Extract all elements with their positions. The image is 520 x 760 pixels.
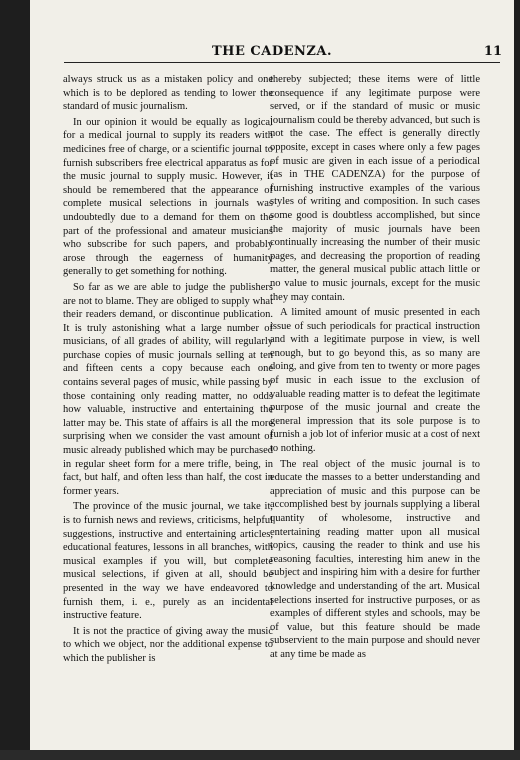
paragraph: The province of the music journal, we take it, is to furnish news and reviews, criticisms, helpful suggestions, instructive and entertaining articles, educational features, lessons in all branches, with musical examples if you will, but complete musical selections, if given at all, should be presented in the way we have endeavored to furnish them, i. e., purely as an incidental instructive feature. [63,501,273,622]
running-header [30,44,514,64]
header-rule [64,62,500,63]
paragraph: It is not the practice of giving away the music to which we object, nor the additional expense to which the publisher is [63,625,273,664]
left-column [63,73,273,666]
right-column [270,73,480,662]
paragraph: always struck us as a mistaken policy and one which is to be deplored as tending to lower the standard of music journalism. [63,74,273,113]
paragraph: The real object of the music journal is to educate the masses to a better understanding and appreciation of music and this purpose can be accomplished best by journals supplying a liberal quantity of wholesome, instructive and entertaining reading matter upon all musical topics, causing the reader to think and use his reasoning faculties, interesting him anew in the subject and inspiring him with a desire for further knowledge and understanding of the art. Musical selections inserted for instructive purposes, or as examples of different styles and schools, may be of value, but this feature should be made subservient to the main purpose and should never at any time be made as [270,458,480,660]
scan-border [0,750,520,760]
paragraph: thereby subjected; these items were of little consequence if any legitimate purpose were served, or if the standard of music or music journalism could be thereby advanced, but such is not the case. The effect is generally directly opposite, except in cases where only a few pages of music are given in each issue of a periodical (as in THE CADENZA) for the purpose of furnishing instructive examples of the various styles of writing and composition. In such cases some good is doubtless accomplished, but since the majority of music journals have been continually increasing the number of their music pages, and decreasing the proportion of reading matter, the general musical public attach little or no value to music journals, except for the music they may contain. [270,74,480,303]
magazine-page [30,0,514,750]
page-number: 11 [483,44,502,59]
paragraph: In our opinion it would be equally as logical for a medical journal to supply its readers with medicines free of charge, or a scientific journal to furnish subscribers free electrical apparatus as for the music journal to supply music. However, it should be remembered that the appearance of complete musical selections in journals was undoubtedly due to a demand for them on the part of the professional and amateur musicians who subscribe for such papers, and probably arose through the eagerness of humanity generally to get something for nothing. [63,116,273,278]
paragraph: A limited amount of music presented in each issue of such periodicals for practical instruction and with a legitimate purpose in view, is well enough, but to go beyond this, as so many are doing, and give from ten to twenty or more pages of music in each issue to the exclusion of valuable reading matter is to defeat the legitimate purpose of the music journal and create the general impression that its sole purpose is to furnish a job lot of inferior music at a cost of next to nothing. [270,307,480,455]
running-title: THE CADENZA. [212,44,332,59]
paragraph: So far as we are able to judge the publishers are not to blame. They are obliged to supply what their readers demand, or discontinue publication. It is truly astonishing what a large number of musicians, of all grades of ability, will regularly purchase copies of music journals selling at ten and fifteen cents a copy because each one contains several pages of music, while passing by those containing only reading matter, no odds how valuable, instructive and entertaining the latter may be. This state of affairs is all the more surprising when we consider the vast amount of music already published which may be purchased in regular sheet form for a mere trifle, being, in fact, but half, and often less than half, the cost in former years. [63,281,273,497]
